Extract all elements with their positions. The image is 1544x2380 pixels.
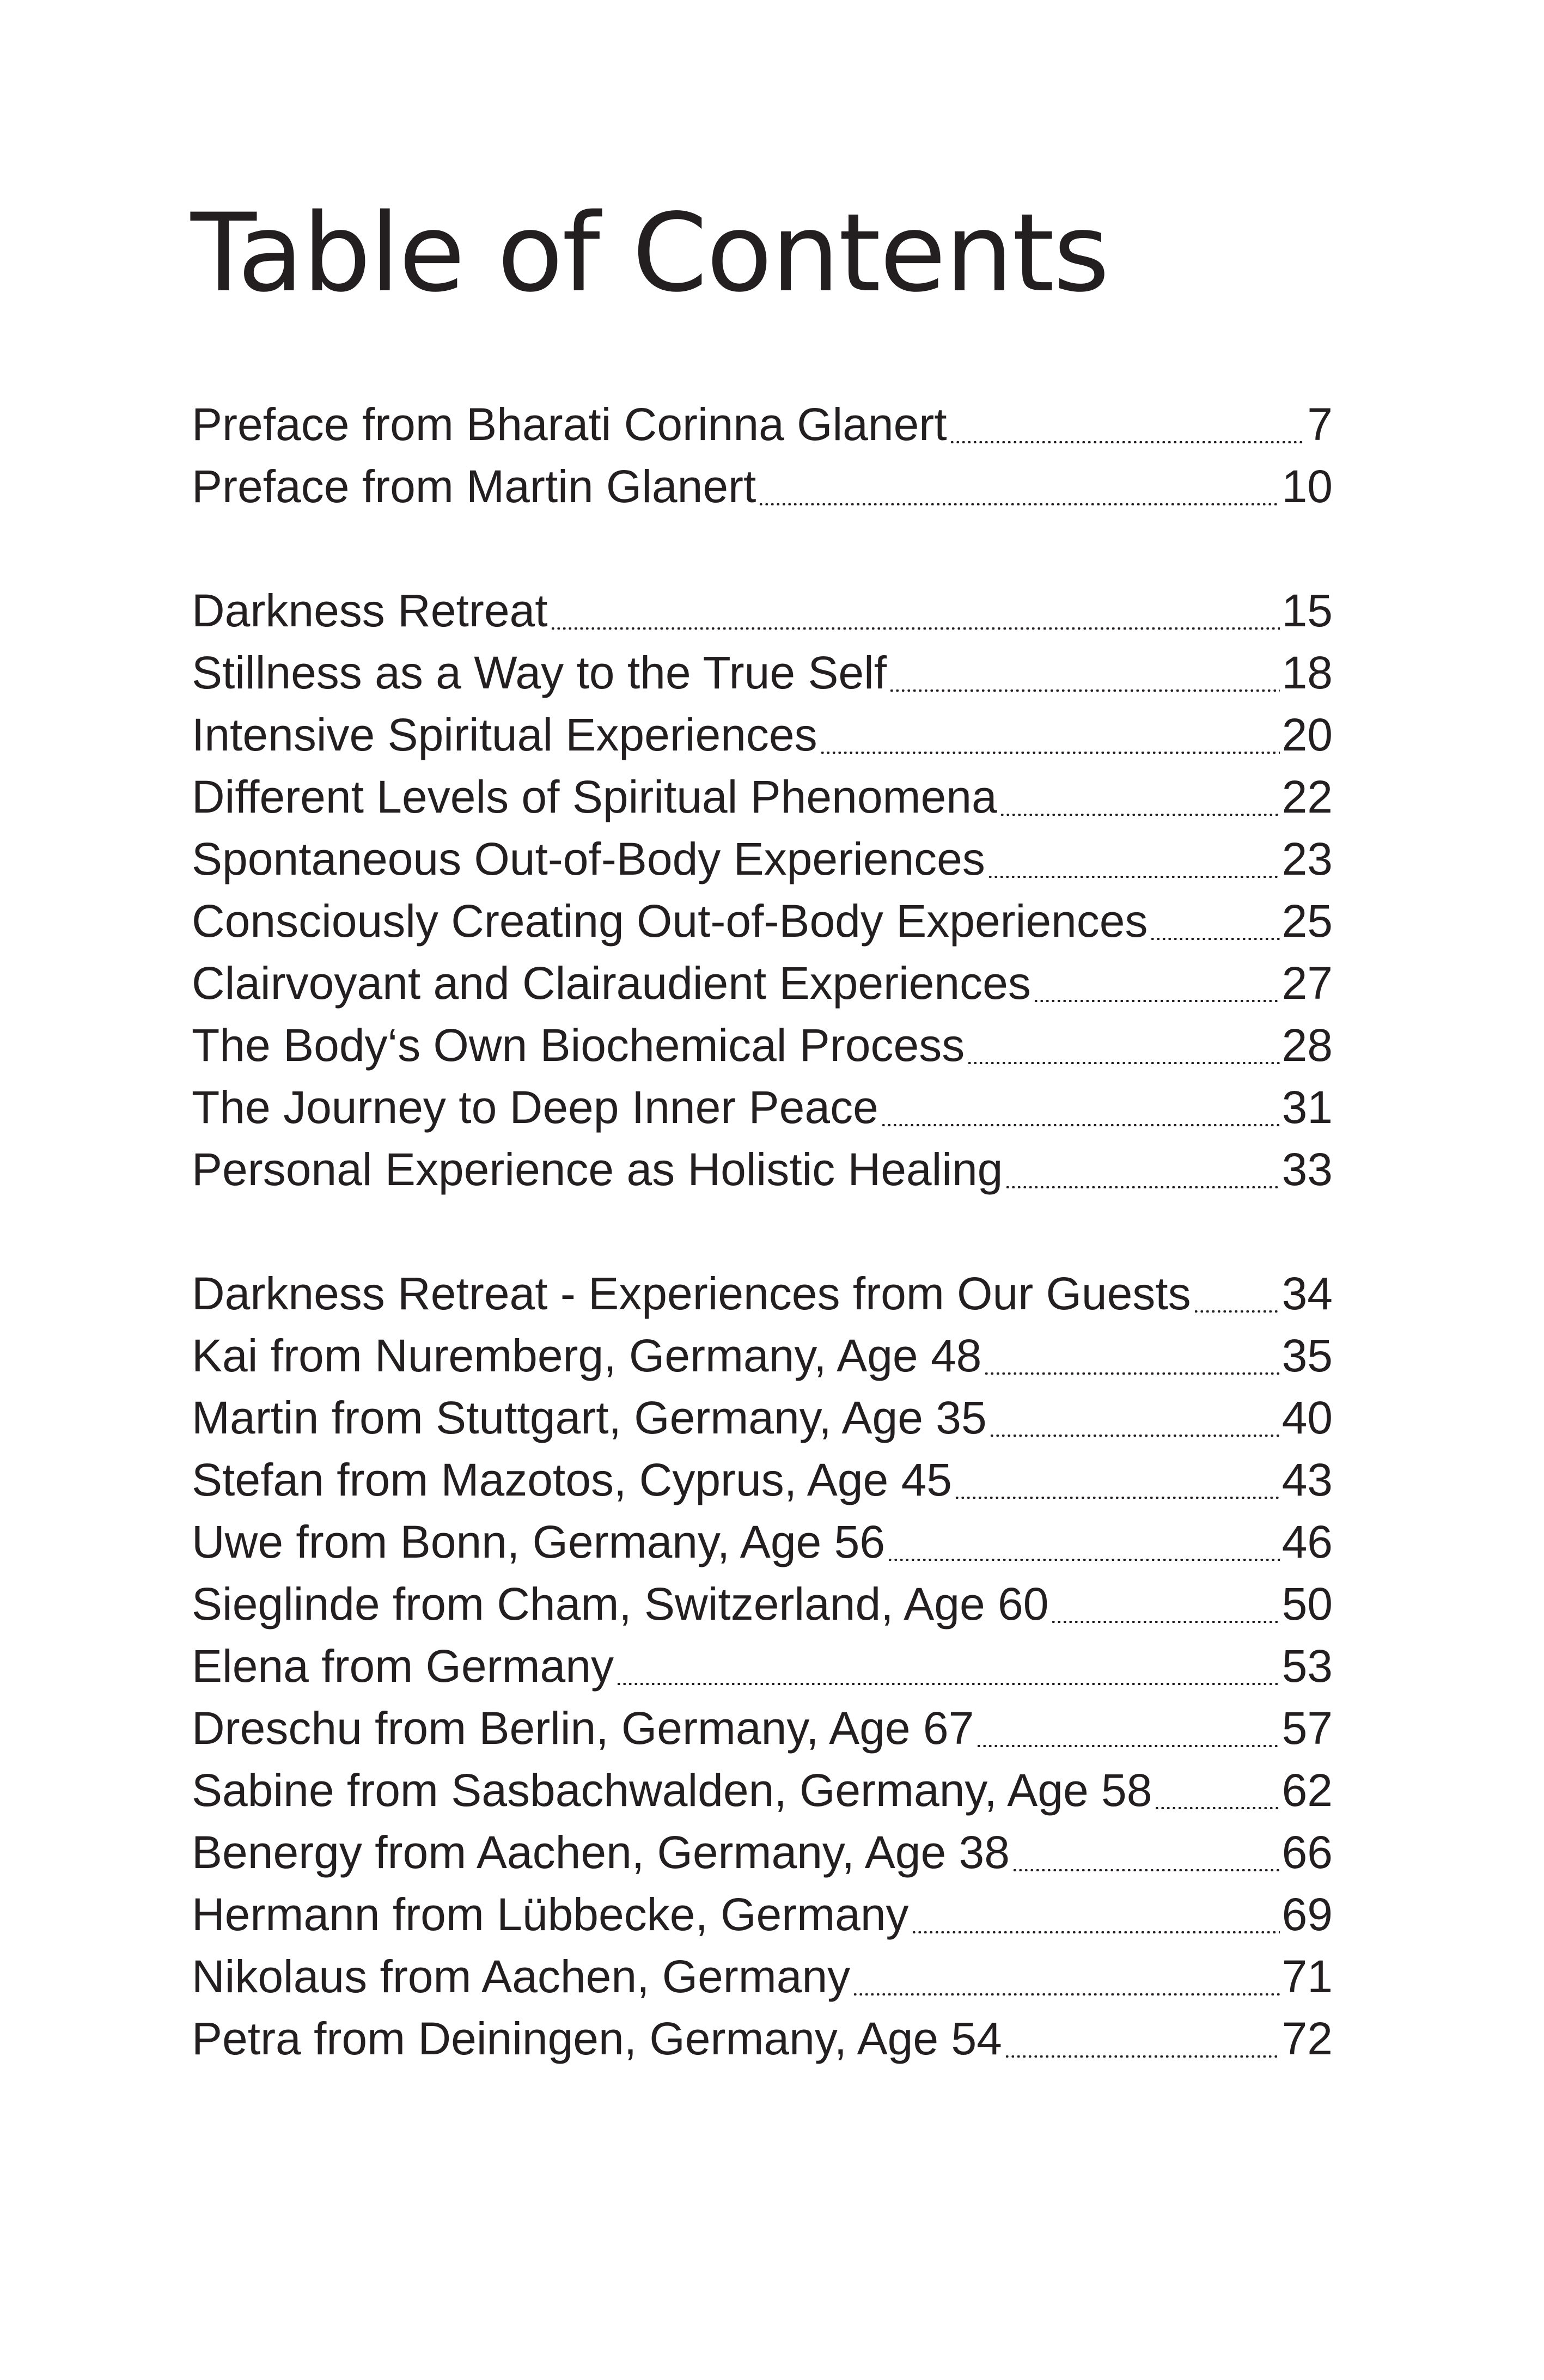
toc-entry-page-number: 31 <box>1281 1082 1333 1133</box>
toc-entry <box>192 642 1333 704</box>
toc-entry-title: The Body‘s Own Biochemical Process <box>192 1020 965 1071</box>
toc-entry-page-number: 40 <box>1281 1392 1333 1443</box>
dot-leader <box>616 1683 1280 1685</box>
toc-entry <box>192 890 1333 952</box>
toc-entry-page-number: 23 <box>1281 833 1333 884</box>
toc-entry <box>192 579 1333 642</box>
toc-entry-page-number: 50 <box>1281 1578 1333 1630</box>
toc-entry-page-number: 27 <box>1281 957 1333 1009</box>
toc-entry-page-number: 53 <box>1281 1640 1333 1692</box>
dot-leader <box>1193 1310 1280 1313</box>
toc-entry-title: Spontaneous Out-of-Body Experiences <box>192 833 985 884</box>
dot-leader <box>852 1993 1279 1995</box>
toc-entry-page-number: 28 <box>1281 1020 1333 1071</box>
toc-entry-page-number: 43 <box>1281 1454 1333 1505</box>
toc-entry <box>192 2007 1333 2070</box>
toc-entry-title: Nikolaus from Aachen, Germany <box>192 1951 851 2002</box>
toc-entry-page-number: 18 <box>1281 647 1333 698</box>
toc-entry-title: Stefan from Mazotos, Cyprus, Age 45 <box>192 1454 953 1505</box>
dot-leader <box>1051 1621 1279 1623</box>
toc-entry-page-number: 66 <box>1281 1827 1333 1878</box>
toc-entry-title: Sieglinde from Cham, Switzerland, Age 60 <box>192 1578 1049 1630</box>
toc-entry <box>192 455 1333 517</box>
toc-entry <box>192 1821 1333 1883</box>
toc-entry-page-number: 62 <box>1281 1765 1333 1816</box>
toc-entry-page-number: 34 <box>1281 1268 1333 1319</box>
dot-leader <box>881 1124 1280 1126</box>
dot-leader <box>887 1559 1280 1561</box>
toc-entry-page-number: 15 <box>1281 585 1333 636</box>
toc-entry-title: Kai from Nuremberg, Germany, Age 48 <box>192 1330 982 1381</box>
toc-entry <box>192 1759 1333 1821</box>
dot-leader <box>949 441 1305 443</box>
toc-entry-title: Benergy from Aachen, Germany, Age 38 <box>192 1827 1010 1878</box>
toc-entry-title: Dreschu from Berlin, Germany, Age 67 <box>192 1702 974 1754</box>
toc-section-darkness-retreat <box>192 579 1333 1200</box>
dot-leader <box>984 1372 1279 1375</box>
toc-entry-page-number: 33 <box>1281 1144 1333 1195</box>
dot-leader <box>820 752 1280 754</box>
toc-entry <box>192 704 1333 766</box>
toc-entry-title: Darkness Retreat - Experiences from Our Guests <box>192 1268 1191 1319</box>
toc-entry <box>192 1325 1333 1387</box>
dot-leader <box>911 1931 1280 1933</box>
dot-leader <box>987 876 1280 878</box>
toc-entry <box>192 1387 1333 1449</box>
toc-entry-page-number: 22 <box>1281 771 1333 822</box>
dot-leader <box>954 1497 1280 1499</box>
dot-leader <box>1012 1869 1280 1871</box>
dot-leader <box>550 627 1280 630</box>
toc-entry-title: Clairvoyant and Clairaudient Experiences <box>192 957 1031 1009</box>
toc-entry-page-number: 69 <box>1281 1889 1333 1940</box>
toc-entry-title: Preface from Martin Glanert <box>192 461 756 512</box>
dot-leader <box>989 1435 1280 1437</box>
toc-entry-title: Uwe from Bonn, Germany, Age 56 <box>192 1516 886 1567</box>
toc-entry <box>192 393 1333 455</box>
dot-leader <box>1005 1186 1279 1188</box>
dot-leader <box>1033 1000 1280 1002</box>
toc-entry <box>192 1945 1333 2007</box>
toc-entry-page-number: 71 <box>1281 1951 1333 2002</box>
toc-entry-title: Intensive Spiritual Experiences <box>192 709 817 760</box>
dot-leader <box>967 1062 1279 1064</box>
toc-entry <box>192 1138 1333 1200</box>
toc-entry-page-number: 35 <box>1281 1330 1333 1381</box>
dot-leader <box>1004 2055 1280 2058</box>
dot-leader <box>999 814 1280 816</box>
toc-entry-title: Petra from Deiningen, Germany, Age 54 <box>192 2013 1002 2064</box>
toc-entry-title: Martin from Stuttgart, Germany, Age 35 <box>192 1392 987 1443</box>
toc-section-guest-experiences <box>192 1262 1333 2070</box>
dot-leader <box>1150 938 1279 940</box>
toc-entry <box>192 1449 1333 1511</box>
toc-entry-title: Consciously Creating Out-of-Body Experiences <box>192 895 1148 947</box>
toc-entry-page-number: 46 <box>1281 1516 1333 1567</box>
toc-entry <box>192 1697 1333 1759</box>
toc-entry <box>192 828 1333 890</box>
toc-entry-page-number: 20 <box>1281 709 1333 760</box>
toc-entry-title: Personal Experience as Holistic Healing <box>192 1144 1003 1195</box>
toc-entry <box>192 1883 1333 1945</box>
toc-entry <box>192 1511 1333 1573</box>
toc-entry-title: Elena from Germany <box>192 1640 614 1692</box>
toc-entry-page-number: 7 <box>1307 399 1333 450</box>
toc-entry-page-number: 57 <box>1281 1702 1333 1754</box>
table-of-contents <box>192 393 1333 2070</box>
toc-entry <box>192 1014 1333 1076</box>
toc-entry <box>192 1573 1333 1635</box>
toc-entry-title: Preface from Bharati Corinna Glanert <box>192 399 947 450</box>
toc-entry-title: Stillness as a Way to the True Self <box>192 647 887 698</box>
dot-leader <box>758 503 1279 505</box>
toc-entry-title: Hermann from Lübbecke, Germany <box>192 1889 909 1940</box>
dot-leader <box>889 689 1279 692</box>
toc-entry <box>192 952 1333 1014</box>
toc-entry-page-number: 72 <box>1281 2013 1333 2064</box>
page-title: Table of Contents <box>191 190 1109 316</box>
toc-entry <box>192 1262 1333 1325</box>
toc-entry-title: The Journey to Deep Inner Peace <box>192 1082 878 1133</box>
toc-entry-page-number: 10 <box>1281 461 1333 512</box>
toc-entry <box>192 766 1333 828</box>
toc-entry-title: Sabine from Sasbachwalden, Germany, Age 58 <box>192 1765 1152 1816</box>
toc-entry <box>192 1635 1333 1697</box>
toc-section-prefaces <box>192 393 1333 517</box>
dot-leader <box>976 1745 1279 1747</box>
toc-entry-page-number: 25 <box>1281 895 1333 947</box>
dot-leader <box>1154 1807 1279 1809</box>
toc-entry-title: Different Levels of Spiritual Phenomena <box>192 771 997 822</box>
toc-entry <box>192 1076 1333 1138</box>
toc-entry-title: Darkness Retreat <box>192 585 548 636</box>
